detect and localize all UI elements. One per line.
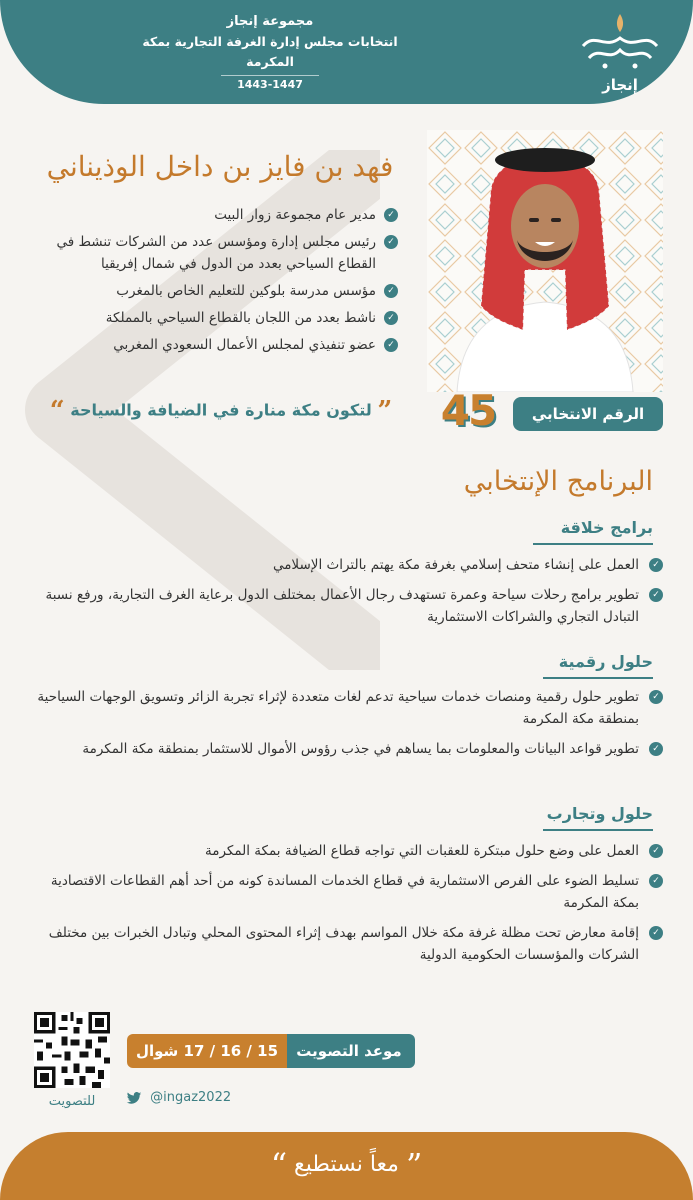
- check-icon: ✓: [649, 588, 663, 602]
- candidate-portrait-icon: [427, 130, 663, 392]
- program-item: [23, 840, 663, 862]
- check-icon: ✓: [649, 844, 663, 858]
- header-banner: [0, 0, 693, 104]
- bio-item-text: رئيس مجلس إدارة ومؤسس عدد من الشركات تنشط في القطاع السياحي بعدد من الدول في شمال إفريقيا: [56, 234, 376, 272]
- bio-item: [18, 231, 398, 275]
- section-underline: [543, 829, 653, 831]
- section-items-digital-solutions: [23, 686, 663, 768]
- section-title-digital-solutions: حلول رقمية: [558, 652, 653, 671]
- bio-item-text: مؤسس مدرسة بلوكين للتعليم الخاص بالمغرب: [116, 283, 376, 299]
- section-underline: [533, 543, 653, 545]
- check-icon: ✓: [384, 338, 398, 352]
- election-years: 1443-1447: [221, 75, 319, 91]
- candidate-name: فهد بن فايز بن داخل الوذيناني: [46, 150, 394, 183]
- check-icon: ✓: [649, 926, 663, 940]
- program-item: [23, 870, 663, 914]
- quote-open-icon: ”: [405, 1146, 423, 1184]
- section-title-creative-programs: برامج خلاقة: [560, 518, 653, 537]
- twitter-handle-text: @ingaz2022: [150, 1090, 232, 1105]
- twitter-handle[interactable]: [126, 1090, 231, 1105]
- bio-item-text: ناشط بعدد من اللجان بالقطاع السياحي بالمملكة: [105, 310, 376, 326]
- section-title-solutions-experiences: حلول وتجارب: [546, 804, 653, 823]
- program-item: [23, 922, 663, 966]
- election-subtitle: انتخابات مجلس إدارة الغرفة التجارية بمكة المكرمة: [142, 34, 398, 69]
- bio-item: [18, 204, 398, 226]
- program-title: البرنامج الإنتخابي: [463, 466, 653, 497]
- candidate-slogan: [36, 396, 406, 426]
- program-item: [23, 554, 663, 576]
- quote-close-icon: “: [270, 1146, 288, 1184]
- quote-close-icon: “: [49, 396, 65, 426]
- program-item-text: العمل على إنشاء متحف إسلامي بغرفة مكة يهتم بالتراث الإسلامي: [272, 557, 639, 573]
- bio-item-text: عضو تنفيذي لمجلس الأعمال السعودي المغربي: [113, 337, 376, 353]
- logo-text: إنجاز: [602, 76, 638, 94]
- section-items-creative-programs: [23, 554, 663, 636]
- check-icon: ✓: [384, 235, 398, 249]
- program-item-text: العمل على وضع حلول مبتكرة للعقبات التي تواجه قطاع الضيافة بمكة المكرمة: [204, 843, 639, 859]
- vote-date-label: موعد التصويت: [283, 1034, 415, 1068]
- program-item-text: تطوير قواعد البيانات والمعلومات بما يساهم في جذب رؤوس الأموال للاستثمار بمنطقة مكة المكرمة: [82, 741, 639, 757]
- check-icon: ✓: [649, 874, 663, 888]
- check-icon: ✓: [649, 558, 663, 572]
- check-icon: ✓: [649, 742, 663, 756]
- slogan-text: لتكون مكة منارة في الضيافة والسياحة: [70, 400, 372, 420]
- vote-date-box: [127, 1034, 415, 1068]
- logo-mark-icon: [575, 10, 665, 72]
- vote-dates: 15 / 16 / 17 شوال: [127, 1034, 287, 1068]
- section-underline: [543, 677, 653, 679]
- program-item-text: تطوير برامج رحلات سياحة وعمرة تستهدف رجال الأعمال بمختلف الدول برعاية الغرف التجارية، ورفع نسبة التبادل التجاري والشراكات الاستثمارية: [45, 587, 639, 625]
- bio-item: [18, 280, 398, 302]
- qr-vote-label: للتصويت: [48, 1094, 96, 1109]
- header-text: [140, 12, 400, 92]
- program-item-text: تسليط الضوء على الفرص الاستثمارية في قطاع الخدمات المساندة كونه من أحد أهم القطاعات الاقتصادية بمكة المكرمة: [50, 873, 639, 911]
- election-number: 45: [440, 386, 496, 435]
- election-number-label: الرقم الانتخابي: [513, 397, 663, 431]
- bio-item: [18, 307, 398, 329]
- program-item: [23, 584, 663, 628]
- section-items-solutions-experiences: [23, 840, 663, 974]
- check-icon: ✓: [384, 208, 398, 222]
- qr-code-icon[interactable]: [34, 1012, 110, 1088]
- program-item: [23, 686, 663, 730]
- group-name: مجموعة إنجاز: [226, 14, 314, 29]
- candidate-photo: [427, 130, 663, 392]
- check-icon: ✓: [384, 284, 398, 298]
- footer-slogan: [0, 1146, 693, 1184]
- quote-open-icon: ”: [377, 396, 393, 426]
- bio-item-text: مدير عام مجموعة زوار البيت: [214, 207, 376, 223]
- check-icon: ✓: [649, 690, 663, 704]
- check-icon: ✓: [384, 311, 398, 325]
- candidate-bio-list: [18, 204, 398, 361]
- footer-slogan-text: معاً نستطيع: [294, 1152, 399, 1177]
- twitter-icon: [126, 1092, 142, 1104]
- program-item-text: تطوير حلول رقمية ومنصات خدمات سياحية تدعم لغات متعددة لإثراء تجربة الزائر وتسويق الوجهات السياحية بمنطقة مكة المكرمة: [37, 689, 639, 727]
- program-item: [23, 738, 663, 760]
- program-item-text: إقامة معارض تحت مظلة غرفة مكة خلال المواسم بهدف إثراء المحتوى المحلي وتبادل الخبرات بين مختلف الشركات والمؤسسات الحكومية الدولية: [48, 925, 639, 963]
- ingaz-logo: [575, 10, 665, 94]
- bio-item: [18, 334, 398, 356]
